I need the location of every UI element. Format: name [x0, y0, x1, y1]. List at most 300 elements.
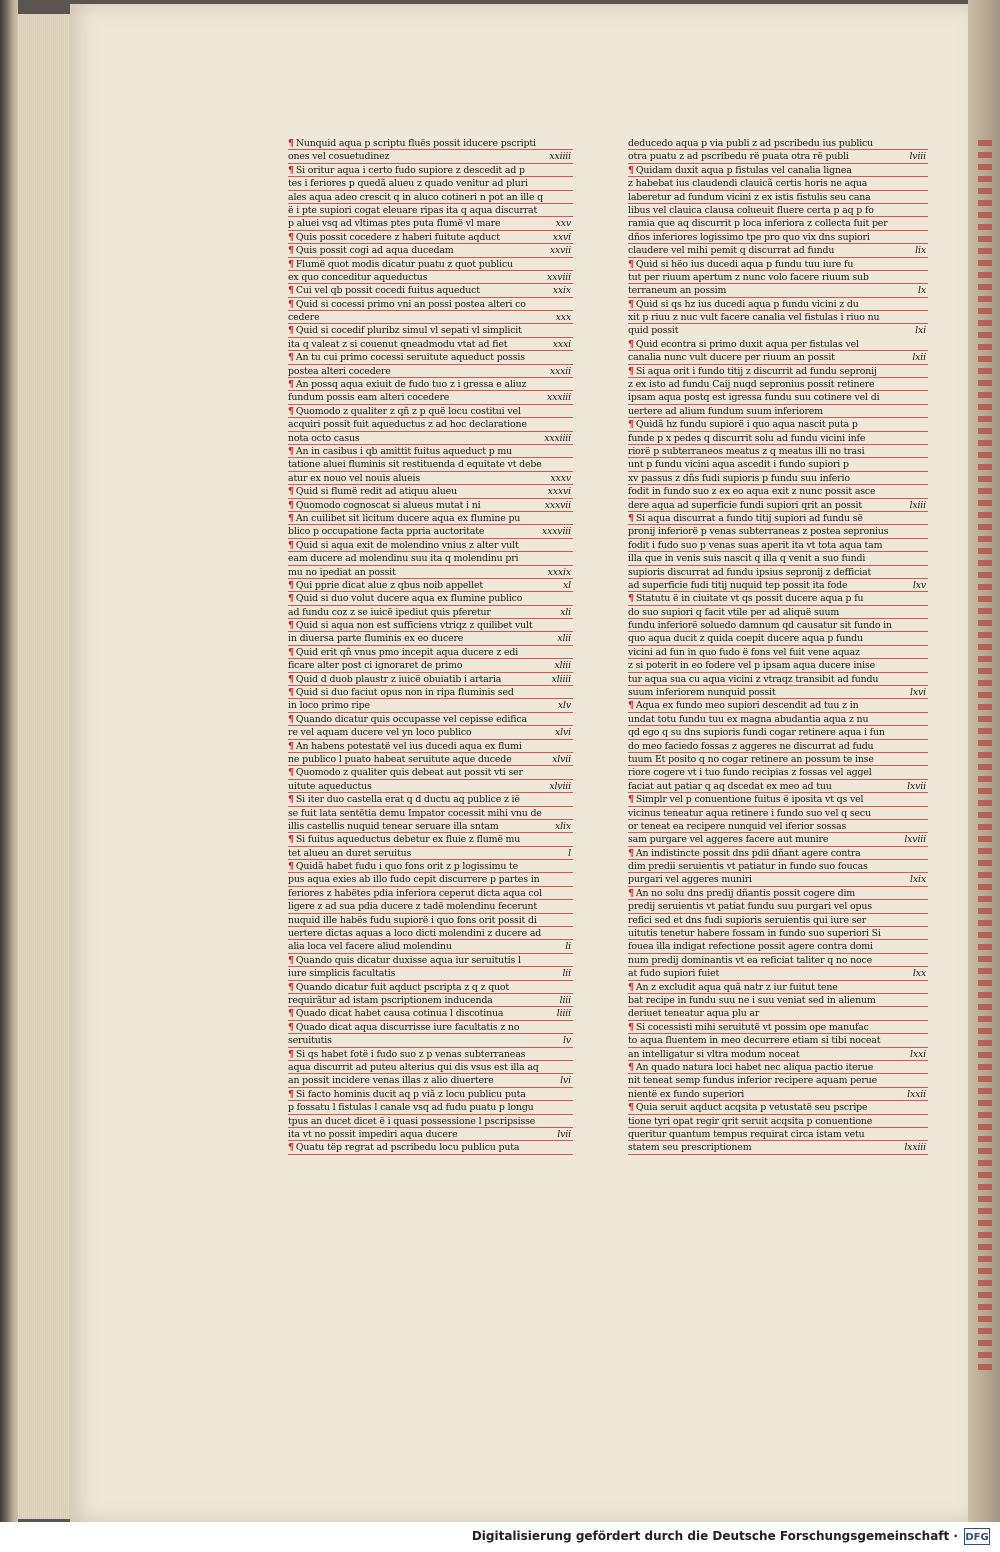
chapter-number: liiii [551, 1007, 571, 1020]
line-text: p aluei vsq ad vltimas ptes puta flumë vl mare [288, 218, 501, 230]
rubric-pilcrow-icon: ¶ [288, 164, 294, 176]
text-line [288, 713, 573, 726]
line-text: atur ex nouo vel nouis alueis [288, 472, 420, 484]
line-text: Quando dicatur quis occupasse vel cepisse edifica [295, 713, 527, 725]
rubric-pilcrow-icon: ¶ [628, 1021, 634, 1033]
line-text: Aqua ex fundo meo supiori descendit ad tuu z in [635, 700, 859, 712]
rubric-pilcrow-icon: ¶ [288, 298, 294, 310]
text-line [628, 1141, 928, 1154]
rubric-pilcrow-icon: ¶ [628, 700, 634, 712]
text-line [288, 271, 573, 284]
text-line [288, 432, 573, 445]
rubric-pilcrow-icon: ¶ [628, 365, 634, 377]
left-text-column [288, 137, 573, 1222]
text-line [288, 298, 573, 311]
text-line [288, 338, 573, 351]
rubric-pilcrow-icon: ¶ [628, 593, 634, 605]
chapter-number: xxx [550, 311, 571, 324]
line-text: in loco primo ripe [288, 700, 370, 712]
line-text: eam ducere ad molendinu suu ita q molendinu pri [288, 553, 519, 565]
text-line [288, 445, 573, 458]
text-line [628, 914, 928, 927]
chapter-number: lxiii [903, 499, 926, 512]
text-line [628, 632, 928, 645]
line-text: nota octo casus [288, 432, 360, 444]
chapter-number: xxviii [541, 271, 571, 284]
line-text: riore cogere vt i tuo fundo recipias z fossas vel aggel [628, 767, 872, 779]
chapter-number: xxix [547, 284, 571, 297]
line-text: undat totu fundu tuu ex magna abudantia aqua z nu [628, 713, 869, 725]
line-text: Quid econtra si primo duxit aqua per fistulas vel [635, 338, 859, 350]
line-text: dim predii seruientis vt patiatur in fundo suo foucas [628, 861, 868, 873]
text-line [288, 793, 573, 806]
rubricated-edge-marks [978, 140, 992, 1370]
text-line [628, 552, 928, 565]
line-text: nientë ex fundo superiori [628, 1088, 745, 1100]
line-text: uitute aqueductus [288, 780, 372, 792]
text-line [288, 365, 573, 378]
text-line [288, 914, 573, 927]
chapter-number: xxxiii [541, 391, 571, 404]
text-line [628, 793, 928, 806]
line-text: an intelligatur si vltra modum noceat [628, 1048, 800, 1060]
rubric-pilcrow-icon: ¶ [288, 512, 294, 524]
text-line [288, 204, 573, 217]
text-line [628, 1048, 928, 1061]
line-text: terraneum an possim [628, 285, 727, 297]
text-line [288, 967, 573, 980]
line-text: qd ego q su dns supioris fundi cogar retinere aqua i fun [628, 727, 885, 739]
line-text: Quid erit qñ vnus pmo incepit aqua ducere z edi [295, 646, 519, 658]
text-line [288, 1048, 573, 1061]
line-text: ales aqua adeo crescit q in aluco cotineri n pot an ille q [288, 191, 544, 203]
rubric-pilcrow-icon: ¶ [288, 981, 294, 993]
rubric-pilcrow-icon: ¶ [288, 445, 294, 457]
text-line [288, 646, 573, 659]
text-line [628, 418, 928, 431]
text-line [288, 954, 573, 967]
line-text: queritur quantum tempus requirat circa istam vetu [628, 1128, 865, 1140]
rubric-pilcrow-icon: ¶ [288, 405, 294, 417]
text-line [288, 632, 573, 645]
text-line [628, 954, 928, 967]
text-line [628, 847, 928, 860]
line-text: pus aqua exies ab illo fudo cepit discurrere p partes in [288, 874, 540, 886]
text-line [288, 807, 573, 820]
line-text: Quomodo cognoscat si alueus mutat i ni [295, 499, 481, 511]
chapter-number: lxxii [901, 1088, 926, 1101]
text-line [628, 807, 928, 820]
line-text: Quis possit cocedere z haberi fuitute aqduct [295, 231, 500, 243]
text-line [628, 405, 928, 418]
line-text: An possq aqua exiuit de fudo tuo z i gressa e aliuz [295, 379, 527, 391]
text-line [288, 740, 573, 753]
rubric-pilcrow-icon: ¶ [288, 687, 294, 699]
chapter-number: liii [554, 994, 571, 1007]
line-text: num predij dominantis vt ea reficiat taliter q no noce [628, 954, 873, 966]
rubric-pilcrow-icon: ¶ [288, 620, 294, 632]
line-text: to aqua fluentem in meo decurrere etiam si tibi noceat [628, 1035, 881, 1047]
chapter-number: xl [557, 579, 571, 592]
line-text: Quomodo z qualiter quis debeat aut possit vti ser [295, 767, 523, 779]
line-text: Quid si duo volut ducere aqua ex flumine publico [295, 593, 523, 605]
chapter-number: lxx [907, 967, 926, 980]
chapter-number: lv [557, 1034, 571, 1047]
rubric-pilcrow-icon: ¶ [288, 794, 294, 806]
text-line [288, 981, 573, 994]
text-line [628, 740, 928, 753]
chapter-number: lxv [907, 579, 926, 592]
line-text: Quia seruit aqduct acqsita p vetustatë seu pscripe [635, 1102, 868, 1114]
text-line [628, 766, 928, 779]
rubric-pilcrow-icon: ¶ [288, 1142, 294, 1154]
chapter-number: lxii [906, 351, 926, 364]
chapter-number: xliiii [546, 673, 571, 686]
line-text: aqua discurrit ad puteu alterius qui dis vsus est illa aq [288, 1061, 539, 1073]
line-text: Quidam duxit aqua p fistulas vel canalia lignea [635, 164, 852, 176]
text-line [628, 525, 928, 538]
text-line [628, 1061, 928, 1074]
rubric-pilcrow-icon: ¶ [628, 164, 634, 176]
text-line [288, 191, 573, 204]
chapter-number: xxxii [544, 365, 571, 378]
line-text: illa que in venis suis nascit q illa q venit a suo fundi [628, 553, 866, 565]
line-text: tut per riuum apertum z nunc volo facere riuum sub [628, 271, 869, 283]
line-text: z si poterit in eo fodere vel p ipsam aqua ducere inise [628, 660, 876, 672]
text-line [288, 512, 573, 525]
chapter-number: xxxvii [539, 499, 571, 512]
line-text: bat recipe in fundu suu ne i suu veniat sed in alienum [628, 995, 876, 1006]
text-line [628, 231, 928, 244]
line-text: laberetur ad fundum vicini z ex istis fistulis seu cana [628, 191, 871, 203]
line-text: Quid si hëo ius ducedi aqua p fundu tuu iure fu [635, 258, 854, 270]
text-line [628, 566, 928, 579]
line-text: nit teneat semp fundus inferior recipere aquam perue [628, 1075, 878, 1087]
text-line [288, 994, 573, 1007]
chapter-number: lix [909, 244, 926, 257]
text-line [628, 472, 928, 485]
text-line [288, 405, 573, 418]
text-line [628, 900, 928, 913]
line-text: An indistincte possit dns pdii dñant agere contra [635, 847, 861, 859]
text-line [628, 244, 928, 257]
line-text: otra puatu z ad pscribedu rë puata otra rë publi [628, 151, 849, 163]
text-line [288, 619, 573, 632]
line-text: or teneat ea recipere nunquid vel iferior sossas [628, 820, 847, 832]
text-line [288, 780, 573, 793]
rubric-pilcrow-icon: ¶ [288, 539, 294, 551]
rubric-pilcrow-icon: ¶ [288, 954, 294, 966]
rubric-pilcrow-icon: ¶ [288, 138, 294, 149]
text-line [288, 686, 573, 699]
line-text: An quado natura loci habet nec aliqua pactio iterue [635, 1061, 874, 1073]
chapter-number: lxix [904, 873, 926, 886]
chapter-number: xxv [550, 217, 571, 230]
line-text: postea alteri cocedere [288, 365, 391, 377]
rubric-pilcrow-icon: ¶ [288, 499, 294, 511]
line-text: faciat aut patiar q aq dscedat ex meo ad tuu [628, 780, 832, 792]
text-line [288, 150, 573, 163]
text-line [288, 244, 573, 257]
line-text: ones vel cosuetudinez [288, 151, 390, 163]
line-text: cedere [288, 312, 320, 324]
text-line [288, 566, 573, 579]
text-line [628, 994, 928, 1007]
line-text: unt p fundu vicini aqua ascedit i fundo supiori p [628, 459, 849, 471]
text-line [628, 780, 928, 793]
rubric-pilcrow-icon: ¶ [628, 847, 634, 859]
chapter-number: xxxvi [542, 485, 571, 498]
line-text: Si facto hominis ducit aq p viã z locu publicu puta [295, 1088, 526, 1100]
text-line [288, 699, 573, 712]
rubric-pilcrow-icon: ¶ [288, 379, 294, 391]
text-line [628, 659, 928, 672]
chapter-number: xxvii [544, 244, 571, 257]
text-line [288, 860, 573, 873]
text-line [628, 499, 928, 512]
text-line [288, 418, 573, 431]
line-text: Quid si cocessi primo vni an possi postea alteri co [295, 298, 526, 310]
line-text: requirãtur ad istam pscriptionem inducenda [288, 995, 493, 1006]
line-text: illis castellis nuquid tenear seruare illa sntam [288, 820, 499, 832]
text-line [628, 137, 928, 150]
line-text: Quidã hz fundu supiorë i quo aqua nascit puta p [635, 419, 858, 431]
line-text: p fossatu l fistulas l canale vsq ad fudu puatu p longu [288, 1102, 534, 1114]
rubric-pilcrow-icon: ¶ [288, 1088, 294, 1100]
line-text: uitutis tenetur habere fossam in fundo suo superiori Si [628, 928, 881, 940]
text-line [288, 499, 573, 512]
text-line [288, 231, 573, 244]
text-line [288, 177, 573, 190]
rubric-pilcrow-icon: ¶ [628, 1102, 634, 1114]
chapter-number: lxviii [898, 833, 926, 846]
chapter-number: lxxi [904, 1048, 926, 1061]
text-line [628, 1021, 928, 1034]
rubric-pilcrow-icon: ¶ [628, 981, 634, 993]
rubric-pilcrow-icon: ¶ [288, 646, 294, 658]
chapter-number: xlviii [543, 780, 571, 793]
line-text: deriuet teneatur aqua plu ar [628, 1008, 760, 1020]
text-line [288, 940, 573, 953]
line-text: sam purgare vel aggeres facere aut munire [628, 834, 829, 846]
line-text: An tu cui primo cocessi seruitute aqueduct possis [295, 352, 525, 364]
text-line [628, 753, 928, 766]
line-text: tuum Et posito q no cogar retinere an possum te inse [628, 753, 874, 765]
text-line [628, 164, 928, 177]
text-line [628, 887, 928, 900]
text-line [288, 927, 573, 940]
line-text: fundu inferiorë soluedo damnum qd causatur sit fundo in [628, 620, 892, 632]
text-line [628, 1088, 928, 1101]
text-line [628, 820, 928, 833]
rubric-pilcrow-icon: ¶ [288, 325, 294, 337]
text-line [288, 726, 573, 739]
text-line [628, 512, 928, 525]
book-spine-shadow [0, 0, 18, 1552]
rubric-pilcrow-icon: ¶ [628, 1061, 634, 1073]
line-text: ficare alter post ci ignoraret de primo [288, 660, 463, 672]
line-text: ita q valeat z si couenut qneadmodu vtat ad fiet [288, 338, 508, 350]
chapter-number: xxiiii [543, 150, 571, 163]
rubric-pilcrow-icon: ¶ [288, 579, 294, 591]
text-line [628, 1034, 928, 1047]
text-line [628, 1074, 928, 1087]
line-text: seruitutis [288, 1035, 332, 1047]
line-text: ita vt no possit impediri aqua ducere [288, 1128, 458, 1140]
chapter-number: xlix [549, 820, 571, 833]
text-line [288, 673, 573, 686]
rubric-pilcrow-icon: ¶ [288, 352, 294, 364]
line-text: canalia nunc vult ducere per riuum an possit [628, 352, 835, 364]
line-text: Si iter duo castella erat q d ductu aq publice z ië [295, 794, 520, 806]
line-text: purgari vel aggeres muniri [628, 874, 752, 886]
line-text: ad fundu coz z se iuicë ipediut quis pferetur [288, 606, 491, 618]
text-line [628, 458, 928, 471]
line-text: at fudo supiori fuiet [628, 968, 720, 980]
rubric-pilcrow-icon: ¶ [288, 861, 294, 873]
text-line [288, 164, 573, 177]
text-line [288, 217, 573, 230]
rubric-pilcrow-icon: ¶ [288, 231, 294, 243]
line-text: Quid si flumë redit ad atiquu alueu [295, 486, 457, 498]
rubric-pilcrow-icon: ¶ [288, 673, 294, 685]
text-line [288, 391, 573, 404]
text-line [628, 981, 928, 994]
line-text: Quid d duob plaustr z iuicë obuiatib i artaria [295, 673, 502, 685]
line-text: ë i pte supiori cogat eleuare ripas ita q aqua discurrat [288, 204, 538, 216]
text-line [628, 177, 928, 190]
line-text: Quid si aqua non est sufficiens vtriqz z quilibet vult [295, 620, 533, 632]
text-line [288, 1088, 573, 1101]
line-text: iure simplicis facultatis [288, 968, 396, 980]
line-text: vicini ad fun in quo fudo ë fons vel fuit vene aquaz [628, 646, 860, 658]
line-text: quid possit [628, 325, 679, 337]
dfg-logo: DFG [964, 1528, 990, 1545]
chapter-number: lvii [551, 1128, 571, 1141]
text-line [628, 699, 928, 712]
text-line [628, 485, 928, 498]
text-line [628, 284, 928, 297]
chapter-number: xli [554, 606, 571, 619]
text-line [628, 1101, 928, 1114]
line-text: z habebat ius claudendi clauicã certis horis ne aqua [628, 178, 868, 190]
line-text: Quando dicatur fuit aqduct pscripta z q z quot [295, 981, 510, 993]
text-line [628, 338, 928, 351]
text-line [628, 378, 928, 391]
line-text: xit p riuu z nuc vult facere canalia vel fistulas i riuo nu [628, 312, 880, 324]
rubric-pilcrow-icon: ¶ [288, 740, 294, 752]
chapter-number: li [559, 940, 571, 953]
text-line [628, 204, 928, 217]
line-text: an possit incidere venas illas z alio diuertere [288, 1075, 494, 1087]
line-text: uertere ad alium fundum suum inferiorem [628, 405, 823, 417]
line-text: ipsam aqua postq est igressa fundu suu cotinere vel di [628, 392, 880, 404]
text-line [628, 150, 928, 163]
text-line [628, 726, 928, 739]
line-text: re vel aquam ducere vel yn loco publico [288, 727, 472, 739]
rubric-pilcrow-icon: ¶ [288, 258, 294, 270]
line-text: Simplr vel p conuentione fuitus ë iposita vt qs vel [635, 794, 864, 806]
line-text: ex quo conceditur aqueductus [288, 271, 428, 283]
text-line [628, 311, 928, 324]
chapter-number: xlvii [546, 753, 571, 766]
text-line [288, 1128, 573, 1141]
text-line [288, 659, 573, 672]
line-text: tet alueu an duret seruitus [288, 847, 412, 859]
line-text: Quando quis dicatur duxisse aqua iur seruitutis l [295, 954, 521, 966]
rubric-pilcrow-icon: ¶ [288, 713, 294, 725]
text-line [288, 284, 573, 297]
chapter-number: xxvi [547, 231, 571, 244]
line-text: An in casibus i qb amittit fuitus aqueduct p mu [295, 445, 513, 457]
line-text: Qui pprie dicat alue z qbus noib appellet [295, 579, 483, 591]
line-text: Statutu ë in ciuitate vt qs possit ducere aqua p fu [635, 593, 864, 605]
chapter-number: xlvi [549, 726, 571, 739]
text-line [288, 552, 573, 565]
text-line [628, 673, 928, 686]
text-line [288, 458, 573, 471]
line-text: deducedo aqua p via publi z ad pscribedu ius publicu [628, 138, 874, 149]
line-text: do suo supiori q facit vtile per ad aliquë suum [628, 606, 840, 618]
chapter-number: lxvii [901, 780, 926, 793]
line-text: do meo faciedo fossas z aggeres ne discurrat ad fudu [628, 740, 874, 752]
line-text: An no solu dns predij dñantis possit cogere dim [635, 887, 856, 899]
line-text: Si oritur aqua i certo fudo supiore z descedit ad p [295, 164, 525, 176]
rubric-pilcrow-icon: ¶ [288, 285, 294, 297]
line-text: Quis possit cogi ad aqua ducedam [295, 245, 454, 257]
text-line [628, 539, 928, 552]
line-text: se fuit lata sentëtia demu Impator cocessit mihi vnu de [288, 807, 542, 819]
text-line [628, 1128, 928, 1141]
text-line [288, 311, 573, 324]
line-text: dere aqua ad superficie fundi supiori qrit an possit [628, 499, 863, 511]
chapter-number: xxxi [547, 338, 571, 351]
chapter-number: lvi [554, 1074, 571, 1087]
line-text: Si aqua orit i fundo titij z discurrit ad fundu sepronij [635, 365, 877, 377]
line-text: fodit i fudo suo p venas suas aperit ita vt tota aqua tam [628, 539, 883, 551]
text-line [288, 592, 573, 605]
line-text: ad superficie fudi titij nuquid tep possit ita fode [628, 579, 848, 591]
line-text: An habens potestatë vel ius ducedi aqua ex flumi [295, 740, 522, 752]
line-text: tur aqua sua cu aqua vicini z vtraqz transibit ad fundu [628, 673, 879, 685]
line-text: Quid si cocedif pluribz simul vl sepati vl simplicit [295, 325, 522, 337]
text-line [628, 940, 928, 953]
line-text: Quado dicat habet causa cotinua l discotinua [295, 1008, 504, 1020]
line-text: nuquid ille habës fudu supiorë i quo fons orit possit di [288, 914, 537, 926]
text-line [288, 351, 573, 364]
text-line [288, 579, 573, 592]
text-line [288, 1034, 573, 1047]
line-text: tatione aluei fluminis sit restituenda d equitate vt debe [288, 459, 542, 471]
text-line [288, 887, 573, 900]
rubric-pilcrow-icon: ¶ [628, 794, 634, 806]
line-text: Nunquid aqua p scriptu fluës possit iducere pscripti [295, 138, 536, 149]
text-line [628, 860, 928, 873]
text-line [628, 619, 928, 632]
chapter-number: lviii [903, 150, 926, 163]
line-text: ne publico l puato habeat seruitute aque ducede [288, 753, 512, 765]
line-text: quo aqua ducit z quida coepit ducere aqua p fundu [628, 633, 863, 645]
chapter-number: lxi [909, 324, 926, 337]
line-text: blico p occupatione facta ppria auctoritate [288, 526, 485, 538]
text-line [628, 1115, 928, 1128]
text-line [628, 1007, 928, 1020]
line-text: predij seruientis vt patiat fundu suu purgari vel opus [628, 901, 872, 913]
text-line [628, 606, 928, 619]
text-line [288, 137, 573, 150]
line-text: Flumë quot modis dicatur puatu z quot publicu [295, 258, 513, 270]
text-line [288, 1115, 573, 1128]
